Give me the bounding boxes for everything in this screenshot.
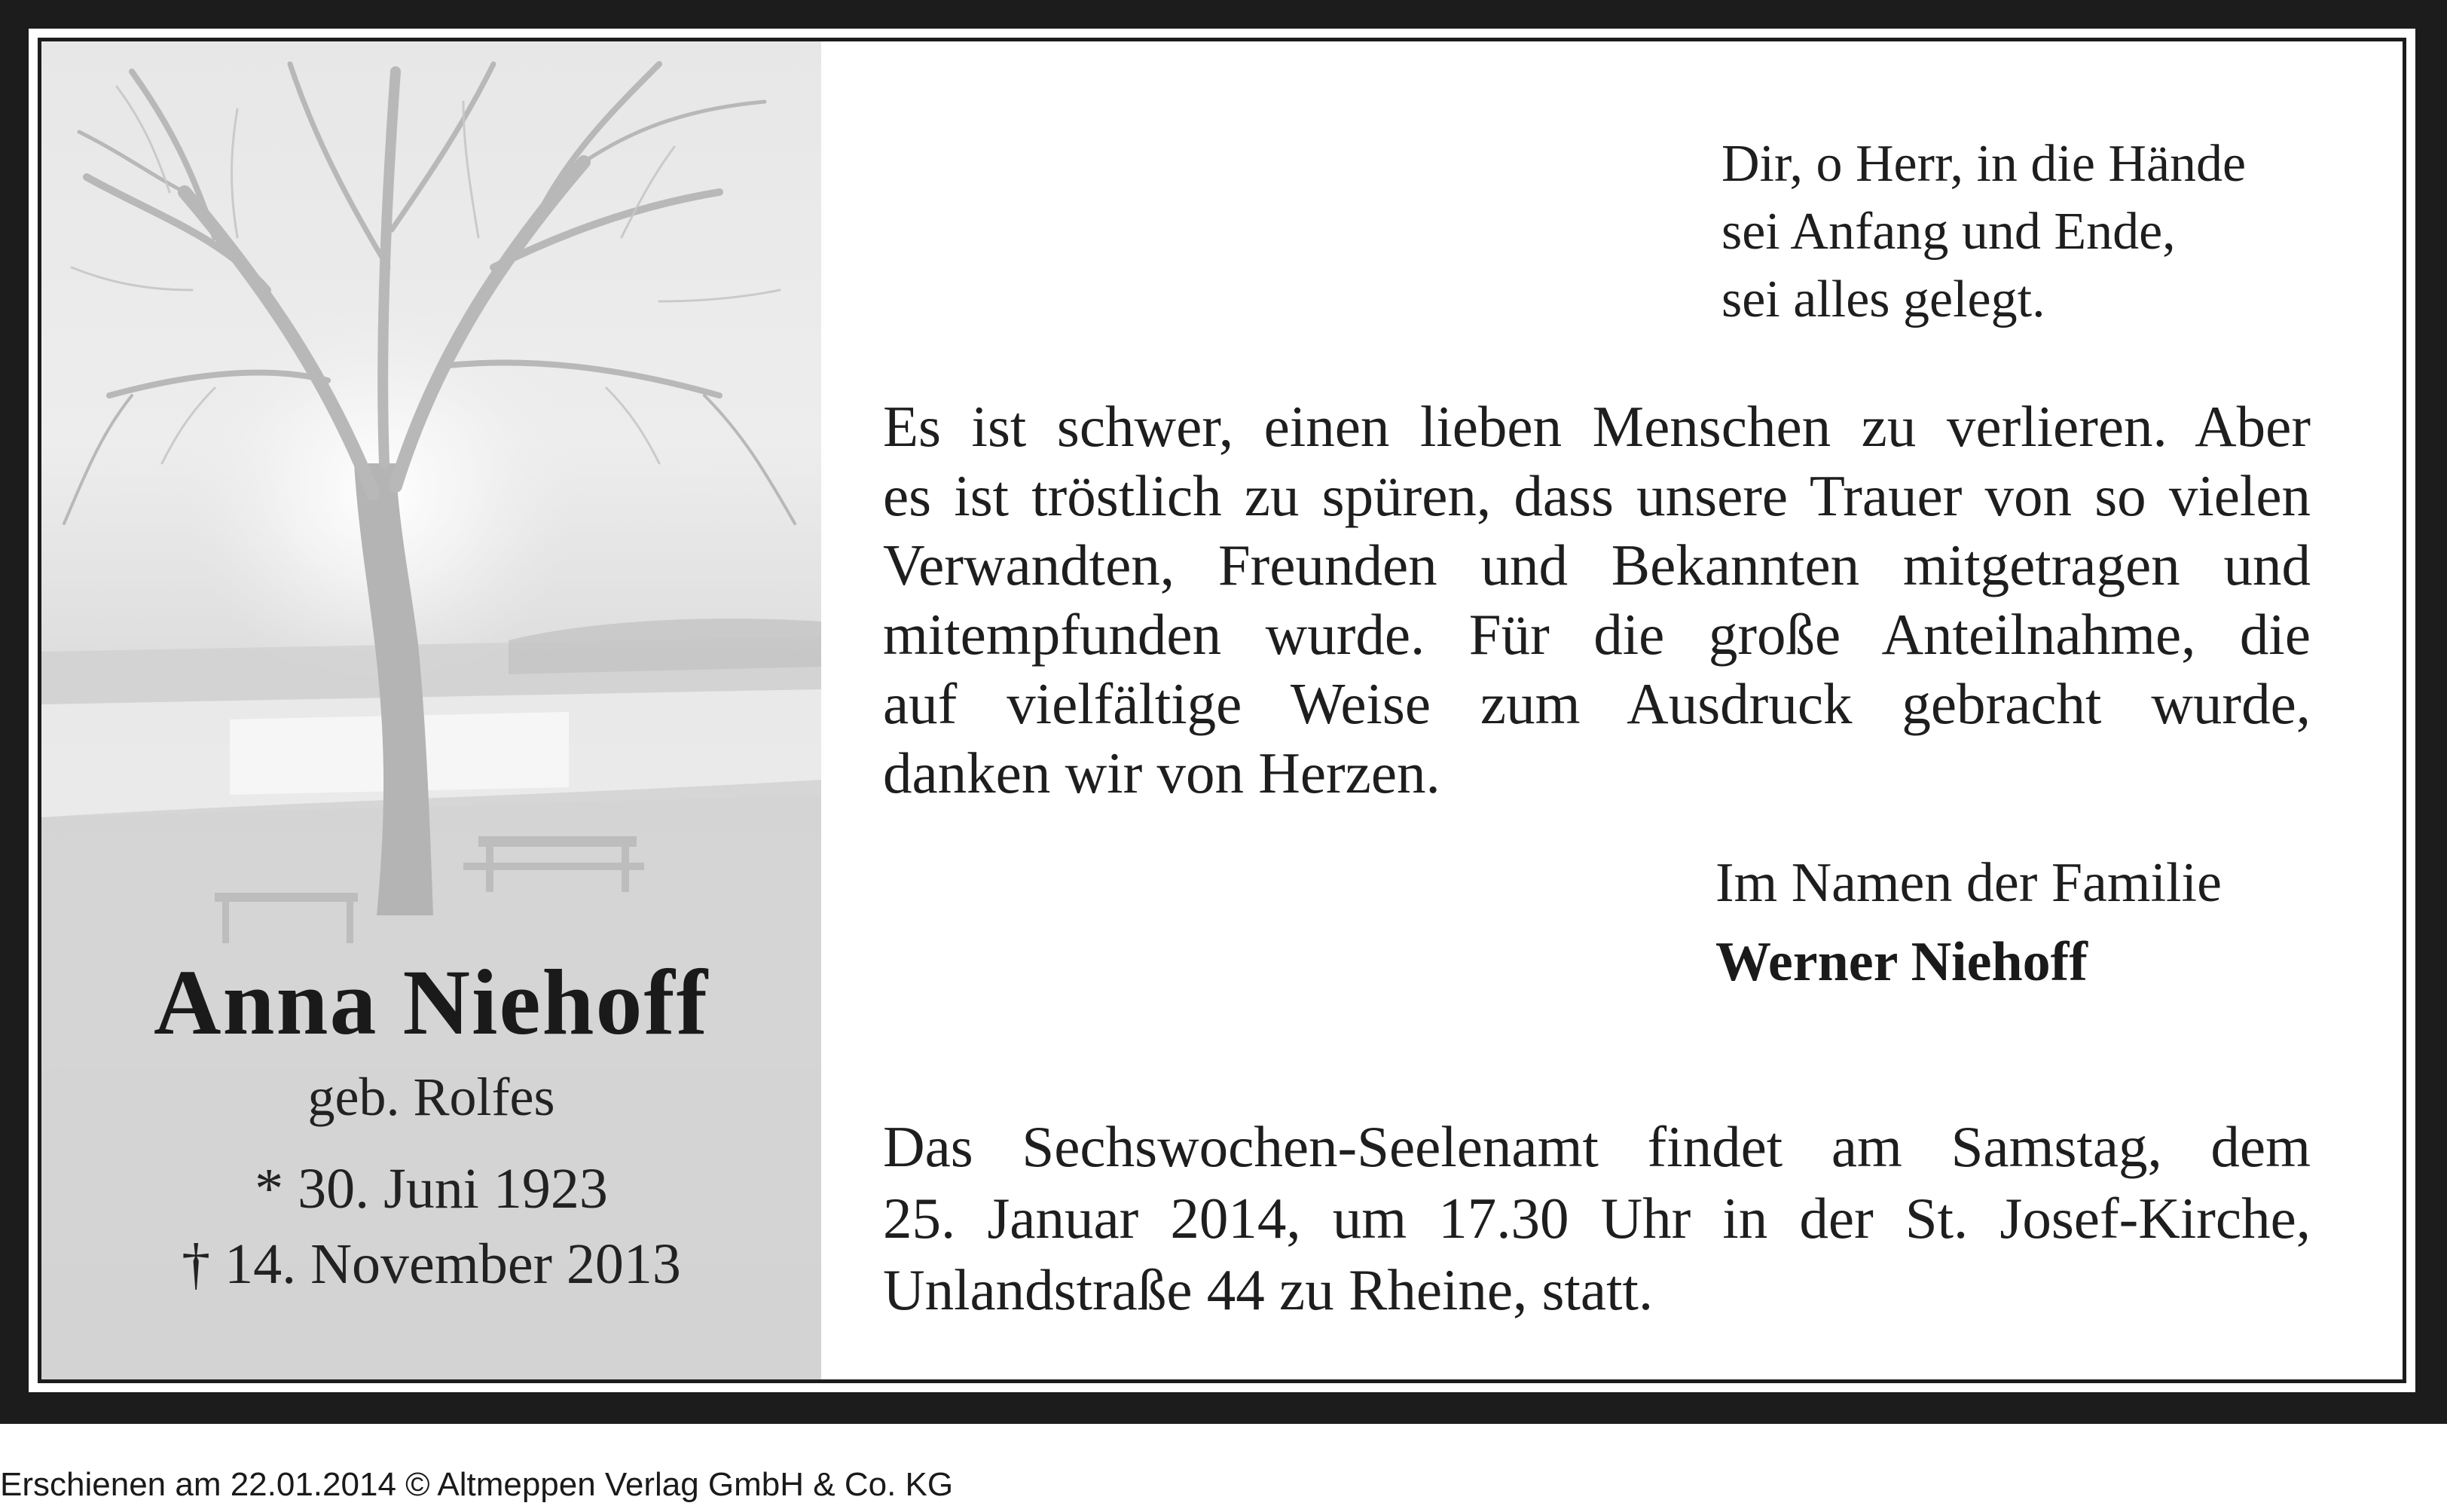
message-line: Verwandten, Freunden und Bekannten mitgetragen und: [883, 533, 2311, 597]
signature-intro: Im Namen der Familie: [1715, 852, 2222, 914]
message-line: mitempfunden wurde. Für die große Anteilnahme, die: [883, 602, 2311, 667]
message-line: Es ist schwer, einen lieben Menschen zu verlieren. Aber: [883, 394, 2311, 459]
bible-verse: [1721, 130, 2246, 334]
notice-card: [29, 29, 2415, 1392]
death-date: † 14. November 2013: [182, 1233, 681, 1296]
verse-line: sei alles gelegt.: [1721, 270, 2045, 328]
thank-you-message: [883, 392, 2311, 808]
memorial-service-info: [883, 1111, 2311, 1326]
publication-credit: Erschienen am 22.01.2014 © Altmeppen Verlag GmbH & Co. KG: [0, 1466, 954, 1503]
verse-line: sei Anfang und Ende,: [1721, 203, 2176, 261]
inner-border: [38, 38, 2406, 1383]
signature-name: Werner Niehoff: [1715, 931, 2088, 993]
deceased-name: Anna Niehoff: [153, 951, 710, 1054]
message-line: es ist tröstlich zu spüren, dass unsere Trauer von so vielen: [883, 463, 2311, 528]
verse-line: Dir, o Herr, in die Hände: [1721, 135, 2247, 193]
service-line: 25. Januar 2014, um 17.30 Uhr in der St. Josef-Kirche,: [883, 1186, 2311, 1251]
maiden-name: geb. Rolfes: [307, 1067, 555, 1127]
birth-date: * 30. Juni 1923: [255, 1157, 608, 1220]
service-line: Das Sechswochen-Seelenamt findet am Samstag, dem: [883, 1114, 2311, 1179]
tree-photo: [41, 41, 821, 1379]
message-line: auf vielfältige Weise zum Ausdruck gebracht wurde,: [883, 671, 2311, 736]
message-line: danken wir von Herzen.: [883, 741, 1440, 805]
service-line: Unlandstraße 44 zu Rheine, statt.: [883, 1257, 1654, 1322]
